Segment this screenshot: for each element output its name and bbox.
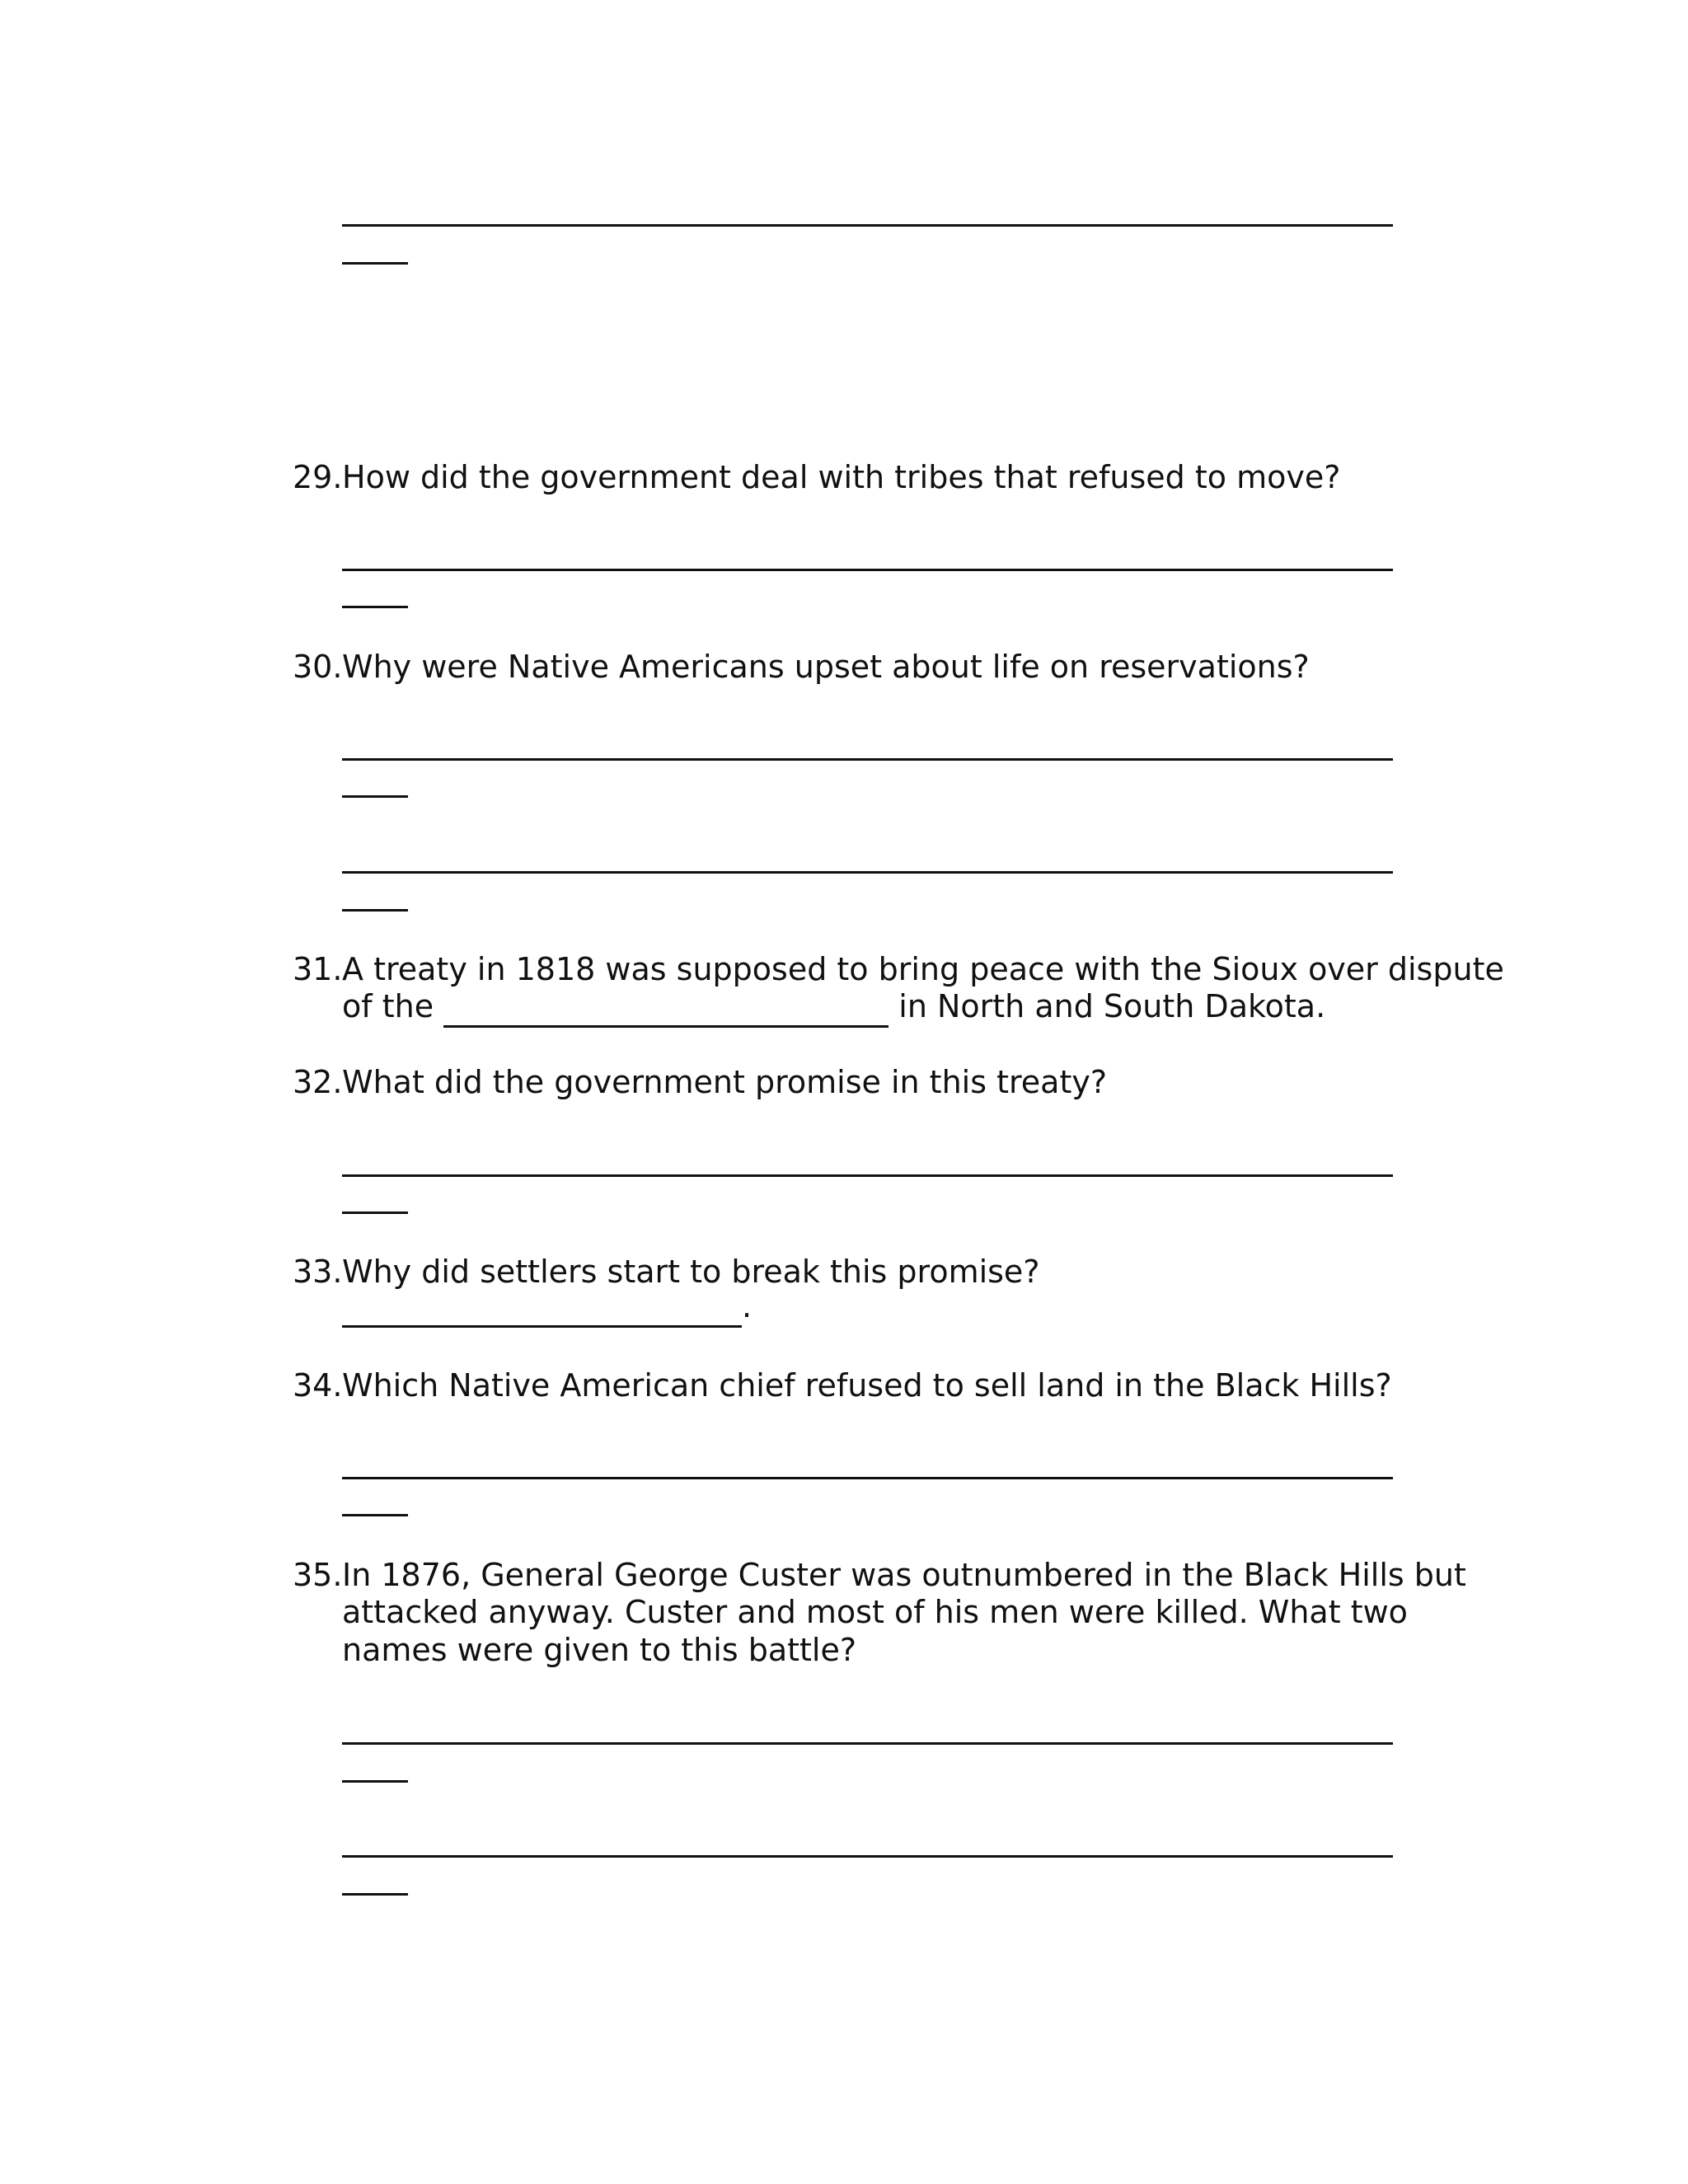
question-number: 35. [293,1557,343,1593]
question-35-line-3: names were given to this battle? [342,1632,857,1668]
answer-line[interactable] [342,1742,1393,1745]
answer-period: . [742,1288,753,1324]
question-text-after-blank: in North and South Dakota. [898,988,1326,1024]
question-35 [293,1556,1466,1594]
question-35-line-2: attacked anyway. Custer and most of his men were killed. What two [342,1594,1408,1630]
answer-line-tail [342,795,408,798]
answer-line-tail [342,909,408,912]
question-number: 34. [293,1367,343,1404]
question-31-line-2 [342,987,1325,1025]
question-text-line-1: In 1876, General George Custer was outnumbered in the Black Hills but [342,1557,1466,1593]
question-number: 31. [293,951,343,987]
question-34 [293,1366,1392,1404]
answer-line[interactable] [342,1855,1393,1858]
question-text: Which Native American chief refused to sell land in the Black Hills? [342,1367,1392,1404]
question-33 [293,1253,1039,1291]
question-text-before-blank: of the [342,988,434,1024]
fill-in-blank[interactable] [443,987,889,1028]
question-text: How did the government deal with tribes that refused to move? [342,459,1341,495]
question-number: 32. [293,1064,343,1100]
answer-line-tail [342,1212,408,1214]
answer-line-tail [342,606,408,608]
question-30 [293,648,1310,686]
question-29 [293,458,1340,496]
question-33-answer [342,1287,752,1325]
fill-in-blank[interactable] [342,1287,742,1328]
question-text: What did the government promise in this treaty? [342,1064,1108,1100]
question-number: 30. [293,649,343,685]
answer-line[interactable] [342,224,1393,227]
answer-line-tail [342,1893,408,1896]
answer-line[interactable] [342,1174,1393,1177]
question-31 [293,950,1504,988]
answer-line[interactable] [342,871,1393,874]
question-number: 33. [293,1254,343,1290]
question-text: Why did settlers start to break this promise? [342,1254,1040,1290]
answer-line-tail [342,1780,408,1783]
question-number: 29. [293,459,343,495]
answer-line[interactable] [342,569,1393,571]
answer-line-tail [342,262,408,265]
question-text: Why were Native Americans upset about life on reservations? [342,649,1310,685]
question-text-line-1: A treaty in 1818 was supposed to bring peace with the Sioux over dispute [342,951,1504,987]
answer-line[interactable] [342,1477,1393,1479]
question-32 [293,1063,1107,1101]
answer-line-tail [342,1514,408,1516]
answer-line[interactable] [342,758,1393,761]
